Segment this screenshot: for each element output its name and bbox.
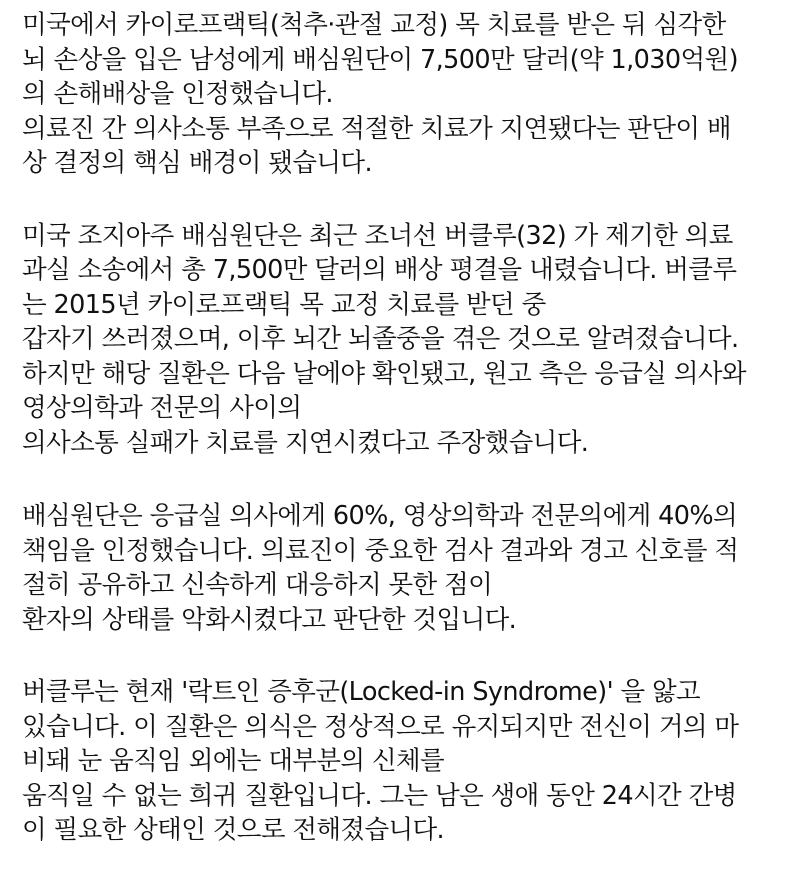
text-line: 갑자기 쓰러졌으며, 이후 뇌간 뇌졸중을 겪은 것으로 알려졌습니다. <box>22 324 739 354</box>
article-body <box>22 8 792 848</box>
text-line: 환자의 상태를 악화시켰다고 판단한 것입니다. <box>22 604 517 635</box>
paragraph-spacer <box>22 637 792 675</box>
paragraph-spacer <box>22 460 792 499</box>
text-line: 움직일 수 없는 희귀 질환입니다. 그는 남은 생애 동안 24시간 간병 <box>22 780 737 811</box>
text-line: 뇌 손상을 입은 남성에게 배심원단이 7,500만 달러(약 1,030억원) <box>22 44 738 75</box>
paragraph-liability <box>22 499 792 637</box>
text-line: 미국에서 카이로프랙틱(척추·관절 교정) 목 치료를 받은 뒤 심각한 <box>22 10 726 40</box>
text-line: 의료진 간 의사소통 부족으로 적절한 치료가 지연됐다는 판단이 배 <box>22 113 731 144</box>
text-line: 는 2015년 카이로프랙틱 목 교정 치료를 받던 중 <box>22 289 546 320</box>
text-line: 의 손해배상을 인정했습니다. <box>22 79 333 109</box>
text-line: 의사소통 실패가 치료를 지연시켰다고 주장했습니다. <box>22 427 589 458</box>
paragraph-spacer <box>22 181 792 219</box>
text-line: 있습니다. 이 질환은 의식은 정상적으로 유지되지만 전신이 거의 마 <box>22 711 739 742</box>
text-line: 미국 조지아주 배심원단은 최근 조너선 버클루(32) 가 제기한 의료 <box>22 220 733 251</box>
text-line: 이 필요한 상태인 것으로 전해졌습니다. <box>22 815 445 845</box>
paragraph-verdict-reason <box>22 112 792 181</box>
text-line: 영상의학과 전문의 사이의 <box>22 393 302 423</box>
text-line: 비돼 눈 움직임 외에는 대부분의 신체를 <box>22 746 445 776</box>
text-line: 배심원단은 응급실 의사에게 60%, 영상의학과 전문의에게 40%의 <box>22 501 738 531</box>
text-line: 과실 소송에서 총 7,500만 달러의 배상 평결을 내렸습니다. 버클루 <box>22 255 737 285</box>
text-line: 절히 공유하고 신속하게 대응하지 못한 점이 <box>22 570 493 600</box>
text-line: 버클루는 현재 '락트인 증후군(Locked-in Syndrome)' 을 앓고 <box>22 677 701 707</box>
text-line: 책임을 인정했습니다. 의료진이 중요한 검사 결과와 경고 신호를 적 <box>22 535 739 566</box>
paragraph-verdict-summary <box>22 8 792 112</box>
paragraph-patient-condition <box>22 675 792 848</box>
text-line: 상 결정의 핵심 배경이 됐습니다. <box>22 148 372 178</box>
text-line: 하지만 해당 질환은 다음 날에야 확인됐고, 원고 측은 응급실 의사와 <box>22 358 746 389</box>
paragraph-case-background <box>22 219 792 461</box>
